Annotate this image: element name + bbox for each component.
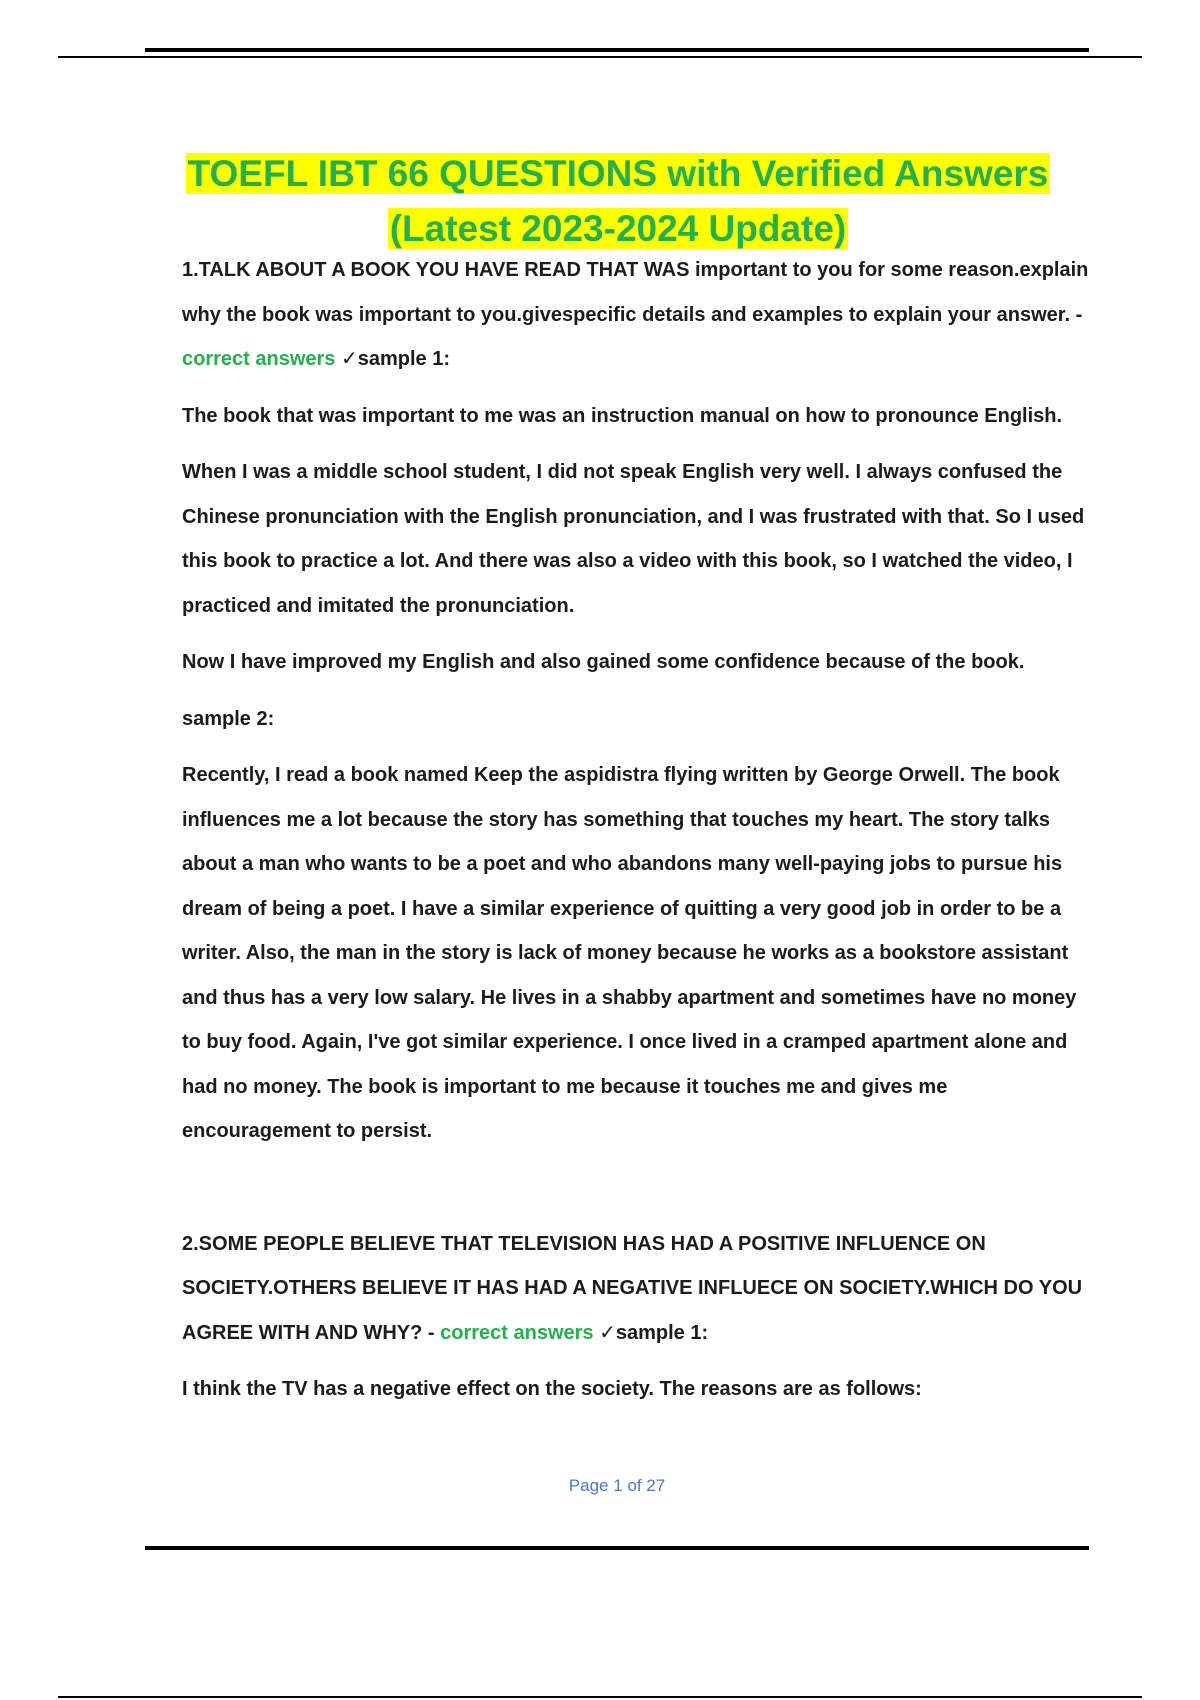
question-1-text: 1.TALK ABOUT A BOOK YOU HAVE READ THAT WAS important to you for some reason.explain why the book was important to you.givespecific details and examples to explain your answer. - <box>182 259 1089 326</box>
document-title <box>150 146 1086 256</box>
check-circle-icon: ✓ <box>340 348 358 370</box>
question-1 <box>182 248 1092 382</box>
title-line-1: TOEFL IBT 66 QUESTIONS with Verified Answers <box>187 153 1049 194</box>
paragraph: The book that was important to me was an instruction manual on how to pronounce English. <box>182 404 1063 427</box>
footer-thin-rule <box>58 1696 1142 1698</box>
correct-answers-label: correct answers <box>440 1321 594 1344</box>
question-2 <box>182 1222 1092 1356</box>
paragraph: When I was a middle school student, I did not speak English very well. I always confused the Chinese pronunciation with the English pronunciation, and I was frustrated with that. So I used this book to practice a lot. And there was also a video with this book, so I watched the video, I practiced and imitated the pronunciation. <box>182 461 1085 617</box>
document-body <box>182 248 1092 1424</box>
paragraph: I think the TV has a negative effect on the society. The reasons are as follows: <box>182 1378 922 1400</box>
title-line-2: (Latest 2023-2024 Update) <box>389 208 847 249</box>
sample-label: sample 1: <box>357 348 451 370</box>
header-thick-rule <box>145 48 1089 52</box>
question-2-text: 2.SOME PEOPLE BELIEVE THAT TELEVISION HAS HAD A POSITIVE INFLUENCE ON SOCIETY.OTHERS BELIEVE IT HAS HAD A NEGATIVE INFLUECE ON SOCIETY.WHICH DO YOU AGREE WITH AND WHY? - <box>182 1232 1083 1344</box>
paragraph: Recently, I read a book named Keep the aspidistra flying written by George Orwell. The book influences me a lot because the story has something that touches my heart. The story talks about a man who wants to be a poet and who abandons many well-paying jobs to pursue his dream of being a poet. I have a similar experience of quitting a very good job in order to be a writer. Also, the man in the story is lack of money because he works as a bookstore assistant and thus has a very low salary. He lives in a shabby apartment and sometimes have no money to buy food. Again, I've got similar experience. I once lived in a cramped apartment alone and had no money. The book is important to me because it touches me and gives me encouragement to persist. <box>182 764 1077 1142</box>
sample-label: sample 1: <box>615 1321 709 1344</box>
sample-label: sample 2: <box>182 707 275 730</box>
check-circle-icon: ✓ <box>599 1321 616 1344</box>
header-thin-rule <box>58 56 1142 58</box>
page-number: Page 1 of 27 <box>568 1476 666 1495</box>
paragraph: Now I have improved my English and also gained some confidence because of the book. <box>182 651 1025 673</box>
footer-thick-rule <box>145 1546 1089 1550</box>
correct-answers-label: correct answers <box>182 348 336 370</box>
